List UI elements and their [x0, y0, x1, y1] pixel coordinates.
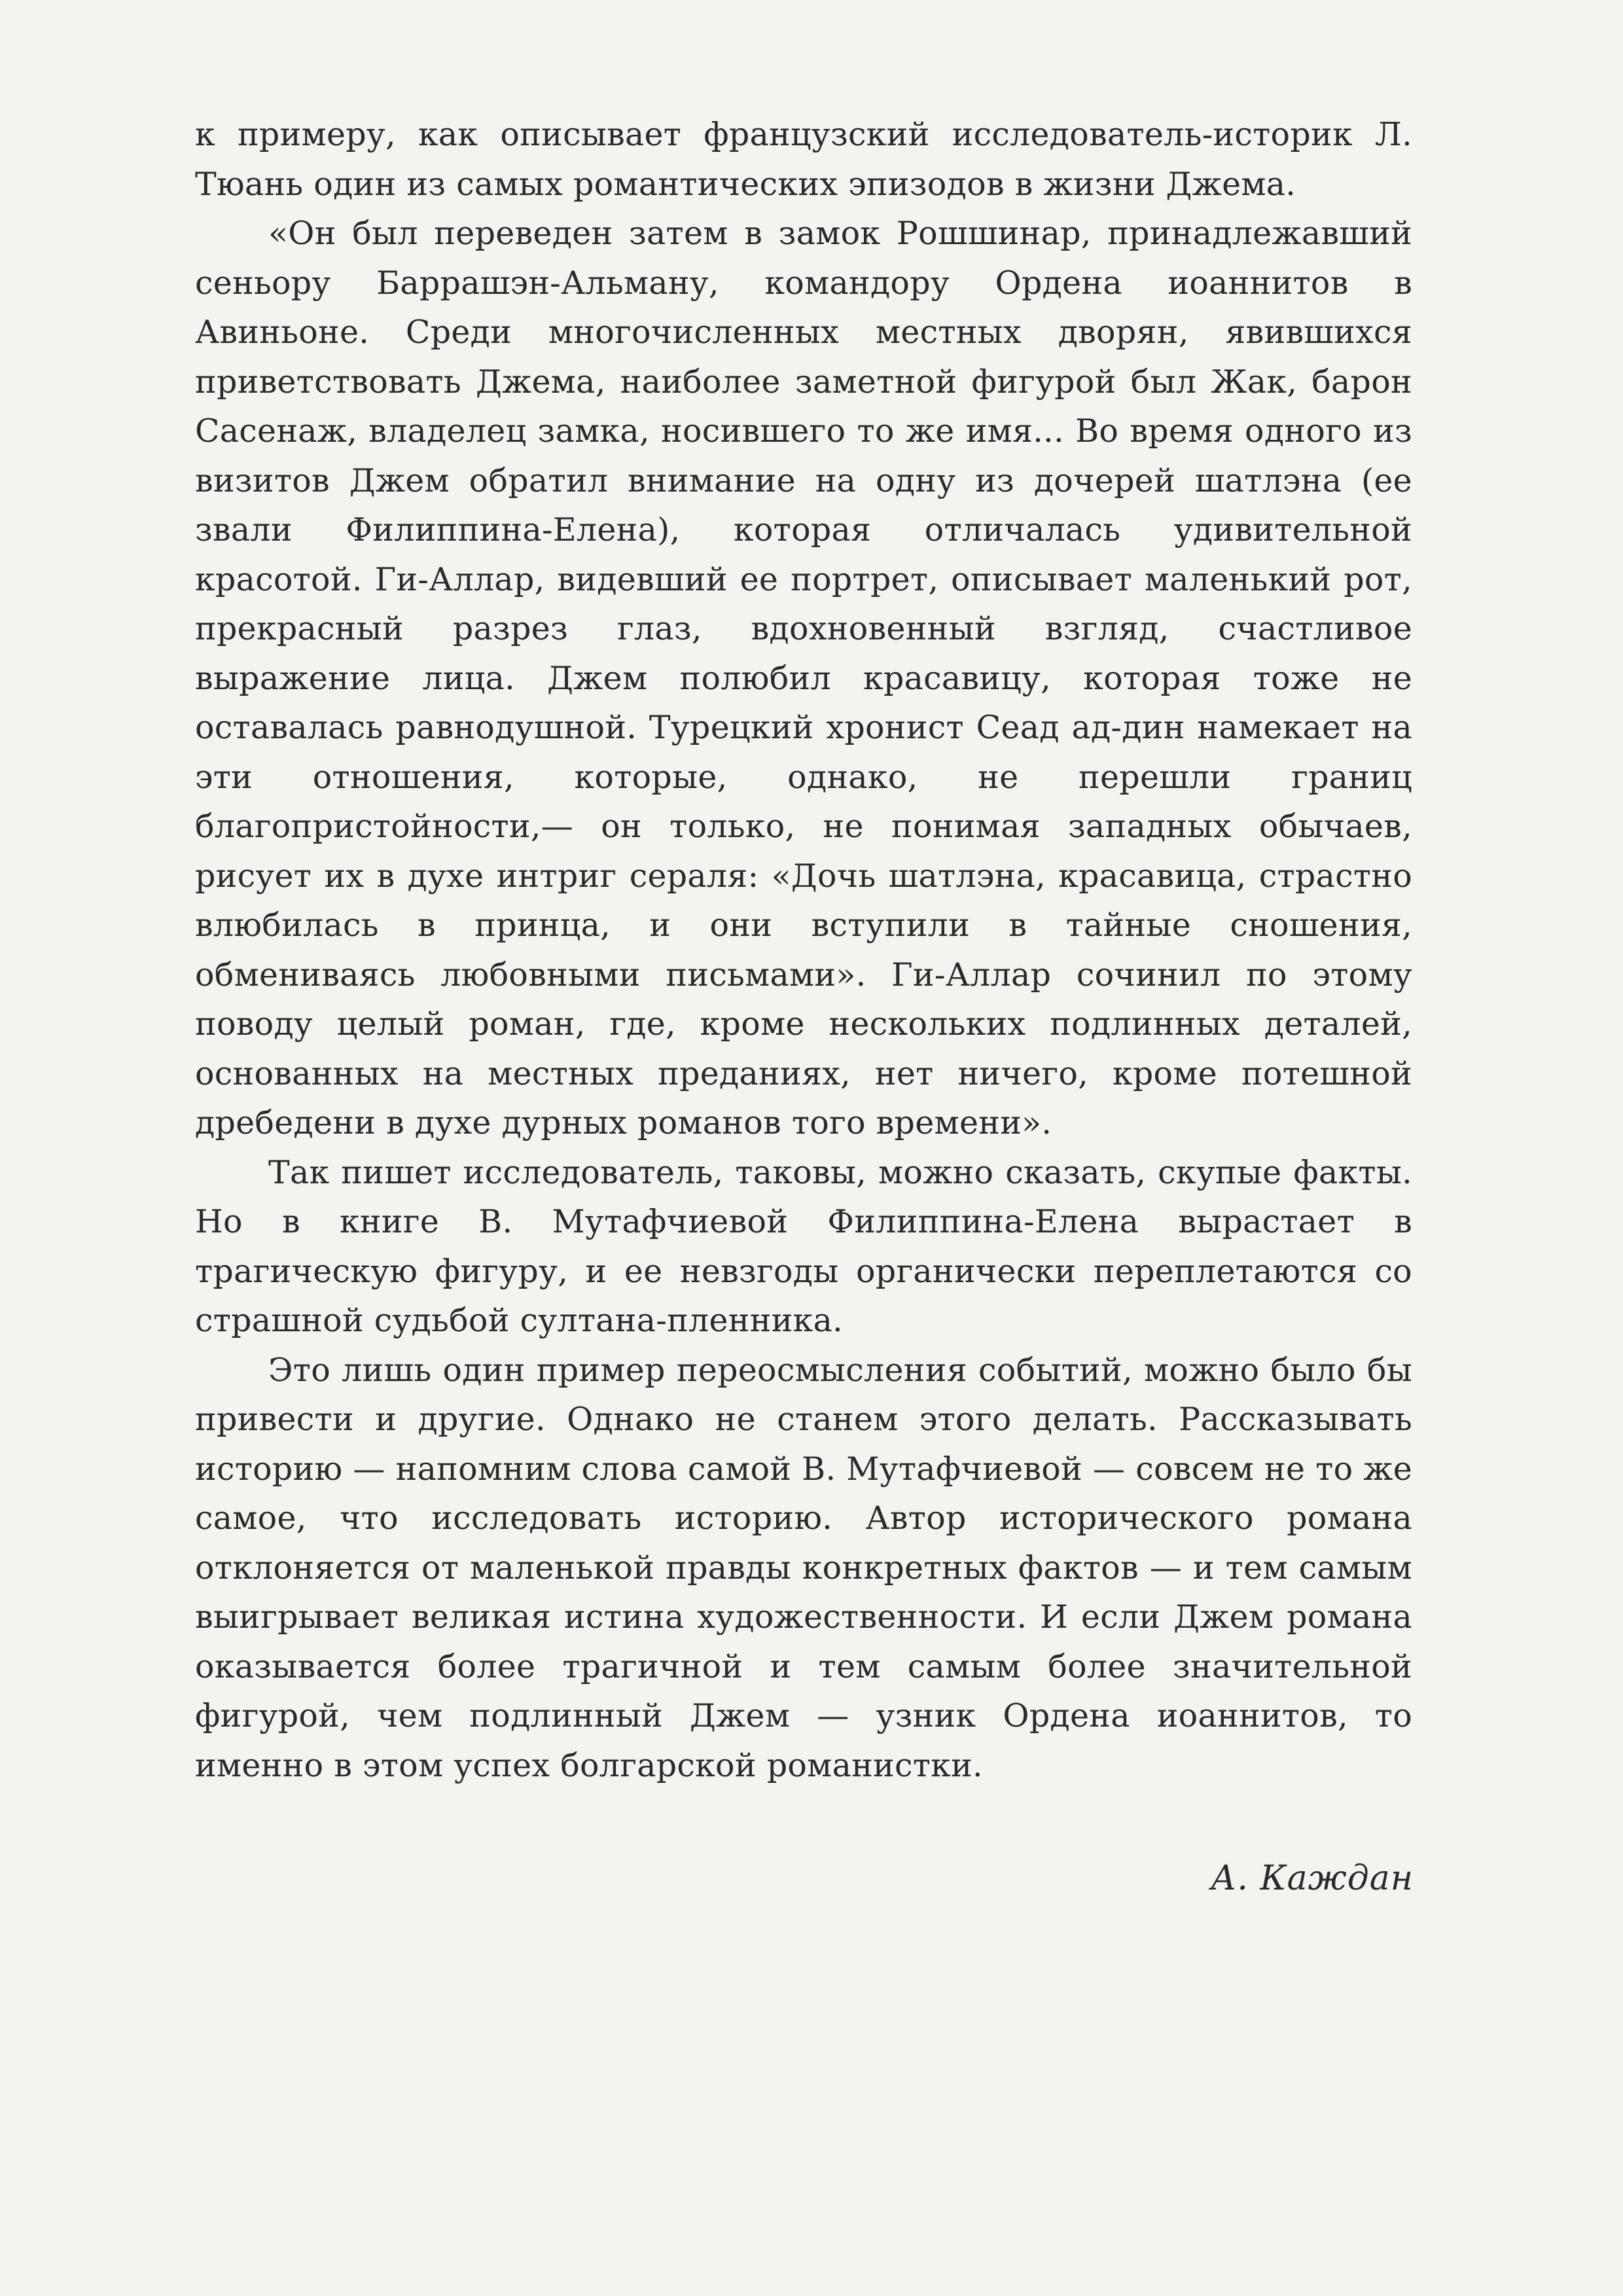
- body-text: [195, 110, 1412, 1790]
- author-signature: А. Каждан: [1210, 1859, 1414, 1898]
- paragraph-commentary: Так пишет исследователь, таковы, можно сказать, скупые факты. Но в книге В. Мутафчиевой Филиппина-Елена вырастает в трагическую фигуру, и ее невзгоды органически переплетаются со страшной судьбой султана-пленника.: [195, 1153, 1412, 1339]
- paragraph-conclusion: Это лишь один пример переосмысления событий, можно было бы привести и другие. Однако не станем этого делать. Рассказывать историю — напомним слова самой В. Мутафчиевой — совсем не то же самое, что исследовать историю. Автор исторического романа отклоняется от маленькой правды конкретных фактов — и тем самым выигрывает великая истина художественности. И если Джем романа оказывается более трагичной и тем самым более значительной фигурой, чем подлинный Джем — узник Ордена иоаннитов, то именно в этом успех болгарской романистки.: [195, 1351, 1412, 1784]
- paragraph-continuation: к примеру, как описывает французский исследователь-историк Л. Тюань один из самых романтических эпизодов в жизни Джема.: [195, 116, 1412, 203]
- paragraph-quote: «Он был переведен затем в замок Рошшинар, принадлежавший сеньору Баррашэн-Альману, командору Ордена иоаннитов в Авиньоне. Среди многочисленных местных дворян, явившихся приветствовать Джема, наиболее заметной фигурой был Жак, барон Сасенаж, владелец замка, носившего то же имя... Во время одного из визитов Джем обратил внимание на одну из дочерей шатлэна (ее звали Филиппина-Елена), которая отличалась удивительной красотой. Ги-Аллар, видевший ее портрет, описывает маленький рот, прекрасный разрез глаз, вдохновенный взгляд, счастливое выражение лица. Джем полюбил красавицу, которая тоже не оставалась равнодушной. Турецкий хронист Сеад ад-дин намекает на эти отношения, которые, однако, не перешли границ благопристойности,— он только, не понимая западных обычаев, рисует их в духе интриг сераля: «Дочь шатлэна, красавица, страстно влюбилась в принца, и они вступили в тайные сношения, обмениваясь любовными письмами». Ги-Аллар сочинил по этому поводу целый роман, где, кроме нескольких подлинных деталей, основанных на местных преданиях, нет ничего, кроме потешной дребедени в духе дурных романов того времени».: [195, 215, 1412, 1141]
